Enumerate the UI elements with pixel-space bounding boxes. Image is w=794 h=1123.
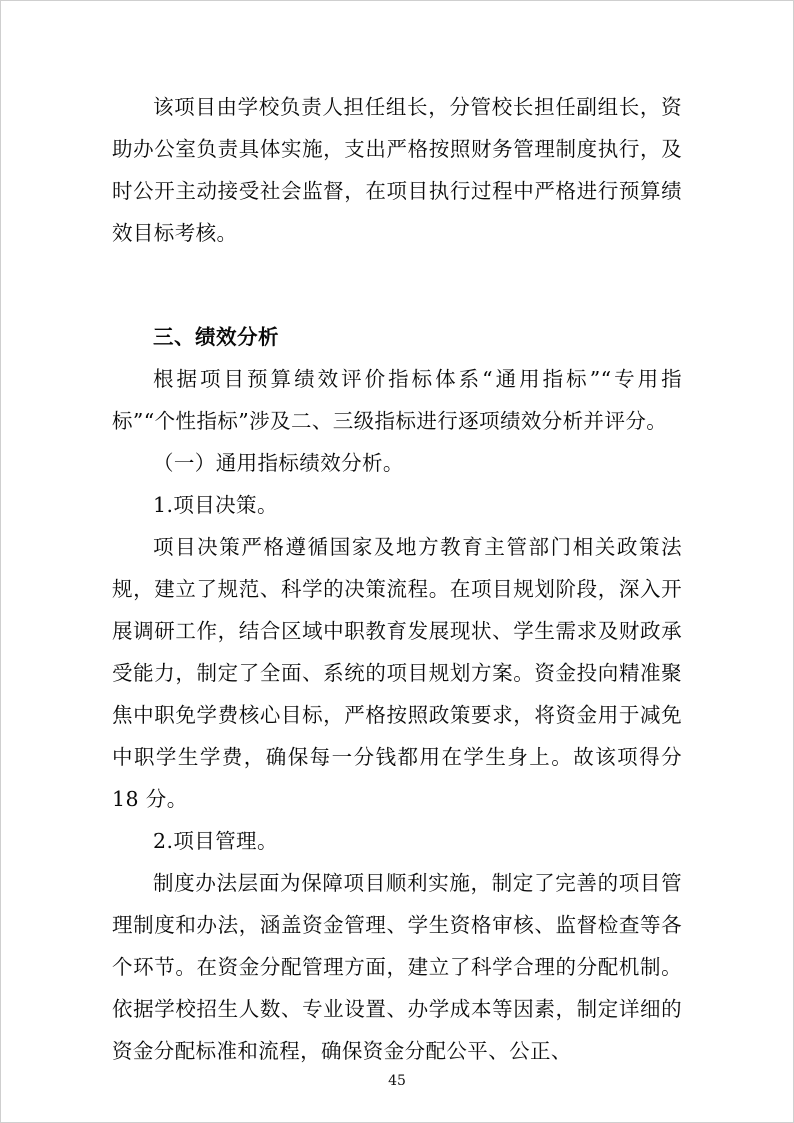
paragraph-item-1-body: 项目决策严格遵循国家及地方教育主管部门相关政策法规，建立了规范、科学的决策流程。在项目规划阶段，深入开展调研工作，结合区域中职教育发展现状、学生需求及财政承受能力，制定了全面、系统的项目规划方案。资金投向精准聚焦中职免学费核心目标，严格按照政策要求，将资金用于减免中职学生学费，确保每一分钱都用在学生身上。故该项得分 18 分。 [112,535,682,811]
heading-section-three: 三、绩效分析 [153,325,279,349]
paragraph-subsection-one: （一）通用指标绩效分析。 [153,451,404,475]
paragraph-evaluation-index-system: 根据项目预算绩效评价指标体系“通用指标”“专用指标”“个性指标”涉及二、三级指标进行逐项绩效分析并评分。 [112,367,682,433]
page-number: 45 [388,1073,406,1089]
paragraph-project-leadership: 该项目由学校负责人担任组长，分管校长担任副组长，资助办公室负责具体实施，支出严格按照财务管理制度执行，及时公开主动接受社会监督，在项目执行过程中严格进行预算绩效目标考核。 [112,95,682,245]
paragraph-item-1-title: 1.项目决策。 [153,493,278,517]
section-spacer [112,254,682,316]
paragraph-item-2-body: 制度办法层面为保障项目顺利实施，制定了完善的项目管理制度和办法，涵盖资金管理、学生资格审核、监督检查等各个环节。在资金分配管理方面，建立了科学合理的分配机制。依据学校招生人数、专业设置、办学成本等因素，制定详细的资金分配标准和流程，确保资金分配公平、公正、 [112,871,682,1063]
paragraph-item-2-title: 2.项目管理。 [153,829,278,853]
page-footer [0,1073,794,1089]
page-content [112,86,682,1072]
